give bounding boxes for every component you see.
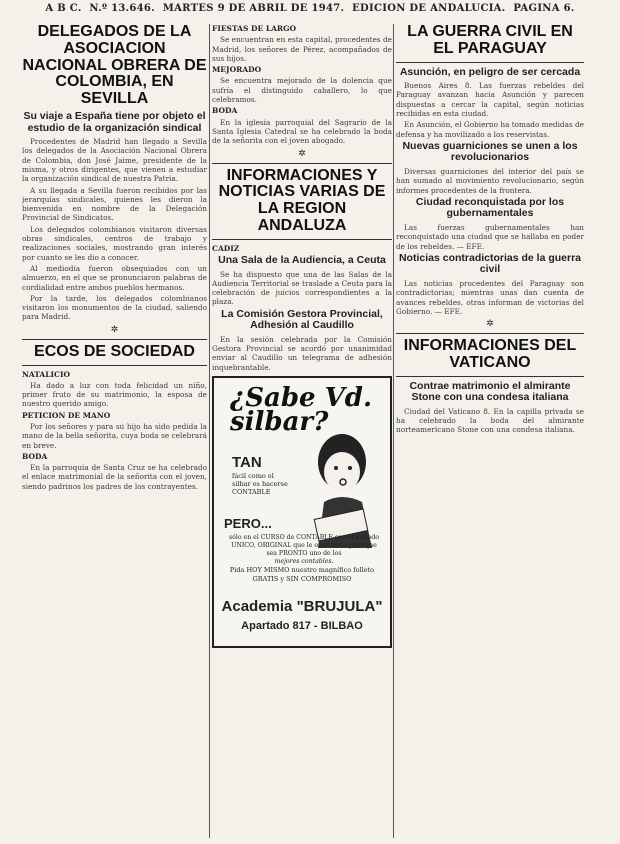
- masthead-date: MARTES 9 DE ABRIL DE 1947.: [162, 3, 345, 14]
- masthead-paper: A B C.: [45, 3, 82, 14]
- society-paragraph: En la parroquia de Santa Cruz se ha celebrado el enlace matrimonial de la señorita con el joven, siendo padrinos los padres de los contrayentes.: [22, 463, 207, 491]
- society-headline: ECOS DE SOCIEDAD: [34, 342, 195, 360]
- asuncion-subhead: Asunción, en peligro de ser cercada: [399, 65, 581, 78]
- whistling-man-illustration: [298, 428, 384, 548]
- ad-mejores: mejores contables.: [274, 558, 334, 566]
- paraguay-headline: LA GUERRA CIVIL EN EL PARAGUAY: [407, 23, 573, 57]
- article-paragraph: Procedentes de Madrid han llegado a Sevilla los delegados de la Asociación Nacional Obrera de Colombia, don José Jaime, presidente de la misma, y otros dirigentes, que vienen a estudiar la organización sindical de nuestra Patria.: [22, 137, 207, 184]
- region-headline: INFORMACIONES Y NOTICIAS VARIAS DE LA REGION ANDALUZA: [218, 166, 386, 234]
- delegados-subhead: Su viaje a España tiene por objeto el estudio de la organización sindical: [23, 109, 206, 134]
- vaticano-headline: INFORMACIONES DEL VATICANO: [403, 337, 577, 371]
- article-paragraph: Por la tarde, los delegados colombianos visitaron los monumentos de la ciudad, saliendo para Madrid.: [22, 293, 207, 322]
- society-paragraph: Ha dado a luz con toda felicidad un niño, primer fruto de su matrimonio, la esposa de nuestro querido amigo.: [22, 380, 207, 409]
- ad-title: ¿Sabe Vd. silbar?: [230, 383, 373, 438]
- society-tag: MEJORADO: [212, 65, 262, 75]
- ad-pida: Pida HOY MISMO nuestro magnífico folleto GRATIS y SIN COMPROMISO: [229, 566, 375, 583]
- article-paragraph: En la sesión celebrada por la Comisión Gestora Provincial se acordó por unanimidad enviar al Caudillo un telegrama de adhesión inquebrantable.: [212, 334, 392, 372]
- column-divider: [393, 24, 394, 838]
- masthead-page: PAGINA 6.: [513, 3, 575, 14]
- society-tag: BODA: [212, 106, 238, 116]
- brujula-advertisement: [212, 376, 392, 648]
- section-rule: [212, 239, 392, 240]
- section-rule: [396, 62, 584, 63]
- masthead-number: N.º 13.646.: [89, 3, 155, 14]
- column-divider: [209, 24, 210, 838]
- article-paragraph: Los delegados colombianos visitaron diversas obras sindicales, centros de trabajo y realizaciones sociales, mostrando gran interés por cuanto se les dio a conocer.: [22, 224, 207, 262]
- noticias-subhead: Noticias contradictorias de la guerra civil: [398, 251, 582, 276]
- audiencia-subhead: Una Sala de la Audiencia, a Ceuta: [218, 254, 386, 267]
- ad-pero-text: [226, 534, 382, 566]
- society-paragraph: Se encuentra mejorado de la dolencia que sufría el distinguido caballero, lo que celebramos.: [212, 76, 392, 105]
- society-tag: FIESTAS DE LARGO: [212, 24, 297, 33]
- ad-tan: TAN: [232, 454, 262, 472]
- article-paragraph: Al mediodía fueron obsequiados con un almuerzo, en el que se pronunciaron palabras de cordialidad entre ambos pueblos hermanos.: [22, 263, 207, 292]
- section-rule: [22, 365, 207, 366]
- ad-apartado: Apartado 817 - BILBAO: [241, 620, 363, 633]
- masthead-edition: EDICION DE ANDALUCIA.: [352, 3, 506, 14]
- gestora-subhead: La Comisión Gestora Provincial, Adhesión al Caudillo: [221, 307, 383, 332]
- stone-subhead: Contrae matrimonio el almirante Stone con una condesa italiana: [409, 379, 571, 404]
- article-paragraph: A su llegada a Sevilla fueron recibidos por las jerarquías sindicales, quienes les dieron la bienvenida en nombre de la Delegación Provincial de Sindicatos.: [22, 185, 207, 223]
- ad-tan-text: fácil como el silbar es hacerse CONTABLE: [232, 472, 288, 497]
- section-rule: [396, 333, 584, 334]
- society-paragraph: Se encuentran en esta capital, procedentes de Madrid, los señores de Pérez, acompañados de sus hijos.: [212, 35, 392, 63]
- column-left: [22, 22, 207, 840]
- society-tag: PETICION DE MANO: [22, 410, 111, 420]
- ciudad-subhead: Ciudad reconquistada por los gubernamentales: [415, 195, 565, 220]
- separator-ornament: ✲: [298, 148, 306, 159]
- delegados-headline: DELEGADOS DE LA ASOCIACION NACIONAL OBRERA DE COLOMBIA, EN SEVILLA: [22, 23, 207, 108]
- section-rule: [396, 376, 584, 377]
- article-paragraph: Buenos Aires 8. Las fuerzas rebeldes del Paraguay avanzan hacia Asunción y parecen dispuestas a cercar la capital, según noticias recibidas en esta ciudad.: [396, 81, 584, 119]
- column-middle: [212, 22, 392, 840]
- society-tag: NATALICIO: [22, 369, 71, 379]
- society-tag: BODA: [22, 451, 48, 461]
- ad-pero: PERO...: [224, 516, 272, 532]
- article-paragraph: En Asunción, el Gobierno ha tomado medidas de defensa y ha movilizado a los reservistas.: [396, 120, 584, 139]
- section-rule: [22, 339, 207, 340]
- ad-pero-body: sólo en el CURSO de CONTABLE con el método UNICO, ORIGINAL que le ofrecemos para que sea PRONTO uno de los: [228, 534, 380, 558]
- separator-ornament: ✲: [486, 319, 494, 330]
- section-rule: [212, 163, 392, 164]
- society-paragraph: Por los señores y para su hijo ha sido pedida la mano de la bella señorita, cuya boda se celebrará en breve.: [22, 422, 207, 450]
- article-paragraph: Las fuerzas gubernamentales han reconquistado una ciudad que se hallaba en poder de los rebeldes. — EFE.: [396, 223, 584, 251]
- article-paragraph: Ciudad del Vaticano 8. En la capilla privada se ha celebrado la boda del almirante norteamericano Stone con una condesa italiana.: [396, 406, 584, 435]
- article-paragraph: Diversas guarniciones del interior del país se han sumado al movimiento revolucionario, según informes procedentes de la frontera.: [396, 167, 584, 195]
- separator-ornament: ✲: [110, 324, 119, 335]
- article-paragraph: Las noticias procedentes del Paraguay son contradictorias; mientras unas dan cuenta de avances rebeldes, otras informan de victorias del Gobierno. — EFE.: [396, 278, 584, 316]
- masthead: [0, 0, 620, 18]
- ad-academia: Academia "BRUJULA": [221, 598, 383, 616]
- guarniciones-subhead: Nuevas guarniciones se unen a los revolucionarios: [402, 139, 578, 164]
- society-paragraph: En la iglesia parroquial del Sagrario de la Santa Iglesia Catedral se ha celebrado la boda de la señorita con el joven abogado.: [212, 117, 392, 146]
- article-paragraph: Se ha dispuesto que una de las Salas de la Audiencia Territorial se traslade a Ceuta para la celebración de juicios correspondientes a la plaza.: [212, 269, 392, 307]
- city-tag: CADIZ: [212, 243, 240, 253]
- column-right: [396, 22, 584, 840]
